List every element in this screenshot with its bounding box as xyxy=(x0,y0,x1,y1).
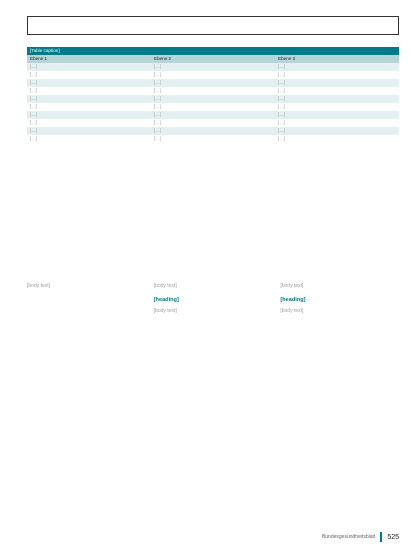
table-cell: […] xyxy=(154,72,162,77)
body-column-1 xyxy=(27,283,146,322)
page-number: 525 xyxy=(387,533,399,541)
table-body xyxy=(27,63,399,143)
table-cell: […] xyxy=(154,64,162,69)
table-row xyxy=(27,71,399,79)
section-heading: [heading] xyxy=(280,296,306,303)
table-caption: [Table caption] xyxy=(27,47,399,55)
table-cell: […] xyxy=(278,136,286,141)
table-row xyxy=(27,95,399,103)
header-box xyxy=(27,16,399,35)
table-cell: […] xyxy=(30,88,38,93)
table-header-cell: Ebene 3 xyxy=(278,56,296,61)
table-header-cell: Ebene 2 xyxy=(154,56,172,61)
table-row xyxy=(27,135,399,143)
paragraph: [body text] xyxy=(280,283,304,289)
table-cell: […] xyxy=(278,64,286,69)
paragraph: [body text] xyxy=(153,283,177,289)
table-cell: […] xyxy=(30,80,38,85)
table-cell: […] xyxy=(278,72,286,77)
table-row xyxy=(27,119,399,127)
table-cell: […] xyxy=(30,120,38,125)
table-cell: […] xyxy=(30,112,38,117)
table-row xyxy=(27,87,399,95)
table-cell: […] xyxy=(154,112,162,117)
table-cell: […] xyxy=(154,104,162,109)
table-row xyxy=(27,111,399,119)
table-cell: […] xyxy=(278,88,286,93)
section-heading: [heading] xyxy=(153,296,179,303)
table-header-cell: Ebene 1 xyxy=(30,56,48,61)
table-cell: […] xyxy=(154,80,162,85)
table-cell: […] xyxy=(278,104,286,109)
table-cell: […] xyxy=(278,120,286,125)
body-columns xyxy=(27,283,399,322)
data-table xyxy=(27,47,399,143)
paragraph: [body text] xyxy=(280,307,304,314)
footer-journal: Bundesgesundheitsblatt xyxy=(321,534,376,540)
table-cell: […] xyxy=(154,88,162,93)
table-cell: […] xyxy=(30,104,38,109)
paragraph: [body text] xyxy=(153,307,177,314)
paragraph: [body text] xyxy=(27,283,51,289)
table-cell: […] xyxy=(278,96,286,101)
table-row xyxy=(27,79,399,87)
table-cell: […] xyxy=(154,128,162,133)
body-column-3 xyxy=(280,283,399,322)
table-cell: […] xyxy=(154,96,162,101)
table-cell: […] xyxy=(278,128,286,133)
table-row xyxy=(27,63,399,71)
table-cell: […] xyxy=(30,64,38,69)
table-row xyxy=(27,127,399,135)
table-row xyxy=(27,103,399,111)
table-cell: […] xyxy=(30,72,38,77)
table-cell: […] xyxy=(30,136,38,141)
page-footer xyxy=(322,532,399,542)
body-column-2 xyxy=(154,283,273,322)
table-cell: […] xyxy=(30,96,38,101)
table-header-row xyxy=(27,55,399,63)
table-cell: […] xyxy=(30,128,38,133)
footer-divider xyxy=(380,532,382,542)
table-cell: […] xyxy=(278,112,286,117)
table-cell: […] xyxy=(154,136,162,141)
table-cell: […] xyxy=(154,120,162,125)
table-cell: […] xyxy=(278,80,286,85)
